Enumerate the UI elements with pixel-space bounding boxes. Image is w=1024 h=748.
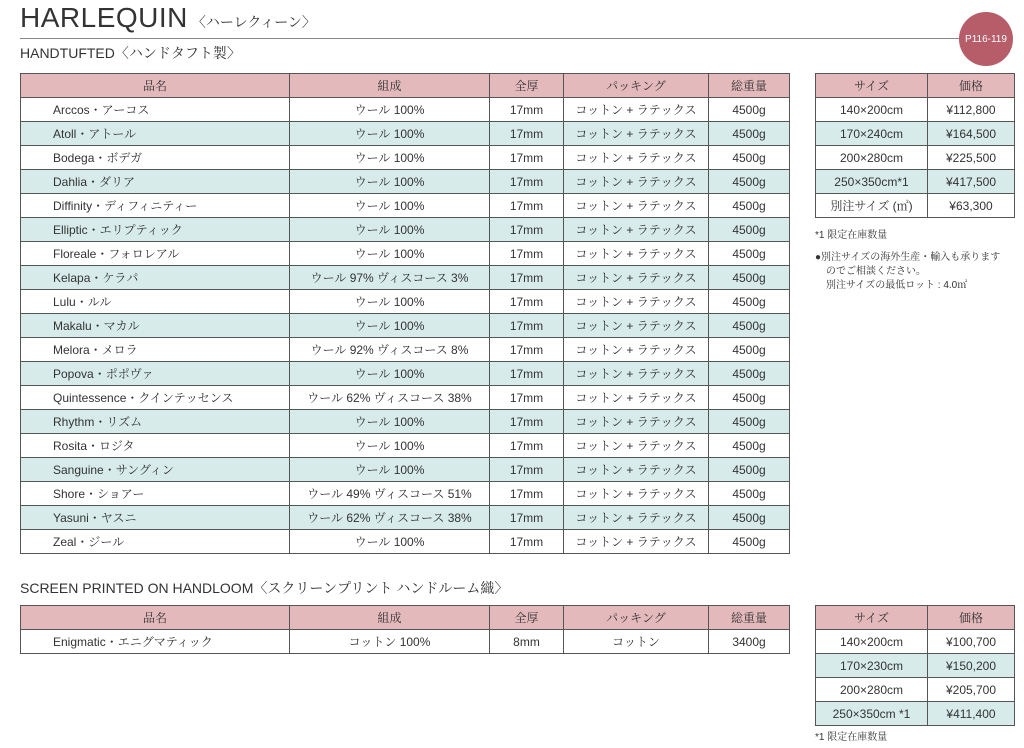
custom-size-note-line: 別注サイズの最低ロット : 4.0㎡ <box>826 280 968 291</box>
title-rule <box>20 38 985 39</box>
table-cell: Lulu・ルル <box>21 290 290 314</box>
table-row <box>21 146 790 170</box>
screen-printed-spec-table <box>20 605 790 654</box>
table-cell: コットン + ラテックス <box>564 386 709 410</box>
table-cell: 8mm <box>490 630 564 654</box>
table-cell: ウール 100% <box>290 170 490 194</box>
table-cell: コットン + ラテックス <box>564 218 709 242</box>
handtufted-price-table <box>815 73 1015 218</box>
table-cell: ウール 49% ヴィスコース 51% <box>290 482 490 506</box>
table-row <box>816 630 1015 654</box>
table-cell: 17mm <box>490 338 564 362</box>
table-cell: 4500g <box>709 482 790 506</box>
table-cell: コットン + ラテックス <box>564 98 709 122</box>
table-cell: 4500g <box>709 314 790 338</box>
table-row <box>21 458 790 482</box>
table-cell: ウール 100% <box>290 530 490 554</box>
table-cell: ¥112,800 <box>928 98 1015 122</box>
table-row <box>21 266 790 290</box>
table-cell: 170×230cm <box>816 654 928 678</box>
table-cell: 4500g <box>709 98 790 122</box>
table-cell: ¥225,500 <box>928 146 1015 170</box>
table-row <box>816 654 1015 678</box>
table-row <box>816 194 1015 218</box>
custom-size-note-line: ●別注サイズの海外生産・輸入も承ります <box>815 252 1001 263</box>
table-cell: 4500g <box>709 338 790 362</box>
table-cell: Atoll・アトール <box>21 122 290 146</box>
table-cell: ウール 62% ヴィスコース 38% <box>290 506 490 530</box>
table-row <box>21 506 790 530</box>
table-cell: 4500g <box>709 386 790 410</box>
column-header: 全厚 <box>490 606 564 630</box>
table-row <box>21 290 790 314</box>
table-cell: 4500g <box>709 266 790 290</box>
table-cell: コットン + ラテックス <box>564 194 709 218</box>
table-row <box>21 530 790 554</box>
table-cell: ウール 100% <box>290 146 490 170</box>
table-row <box>21 386 790 410</box>
table-cell: 17mm <box>490 362 564 386</box>
table-cell: 3400g <box>709 630 790 654</box>
table-cell: Bodega・ボデガ <box>21 146 290 170</box>
limited-stock-note: *1 限定在庫数量 <box>815 732 888 743</box>
table-cell: ¥205,700 <box>928 678 1015 702</box>
table-cell: 17mm <box>490 434 564 458</box>
column-header: 品名 <box>21 606 290 630</box>
table-cell: ¥164,500 <box>928 122 1015 146</box>
table-cell: コットン + ラテックス <box>564 242 709 266</box>
table-cell: 170×240cm <box>816 122 928 146</box>
column-header: サイズ <box>816 606 928 630</box>
table-cell: 200×280cm <box>816 678 928 702</box>
table-cell: Arccos・アーコス <box>21 98 290 122</box>
table-cell: コットン + ラテックス <box>564 434 709 458</box>
table-cell: コットン + ラテックス <box>564 266 709 290</box>
table-cell: 17mm <box>490 170 564 194</box>
table-cell: コットン 100% <box>290 630 490 654</box>
limited-stock-note: *1 限定在庫数量 <box>815 230 888 241</box>
table-cell: 17mm <box>490 194 564 218</box>
table-cell: コットン + ラテックス <box>564 170 709 194</box>
table-cell: 140×200cm <box>816 630 928 654</box>
table-cell: Elliptic・エリプティック <box>21 218 290 242</box>
table-cell: 17mm <box>490 146 564 170</box>
table-row <box>21 338 790 362</box>
table-row <box>21 242 790 266</box>
table-cell: ウール 100% <box>290 410 490 434</box>
table-cell: 17mm <box>490 458 564 482</box>
table-cell: コットン + ラテックス <box>564 146 709 170</box>
table-cell: 17mm <box>490 410 564 434</box>
brand-subtitle: 〈ハーレクィーン〉 <box>191 14 316 30</box>
table-cell: コットン + ラテックス <box>564 530 709 554</box>
table-cell: 4500g <box>709 506 790 530</box>
table-cell: 4500g <box>709 242 790 266</box>
table-cell: ウール 100% <box>290 434 490 458</box>
table-cell: 4500g <box>709 434 790 458</box>
table-cell: Zeal・ジール <box>21 530 290 554</box>
table-cell: Makalu・マカル <box>21 314 290 338</box>
table-cell: ウール 100% <box>290 122 490 146</box>
handtufted-spec-table <box>20 73 790 554</box>
table-row <box>21 218 790 242</box>
table-cell: 17mm <box>490 506 564 530</box>
column-header: サイズ <box>816 74 928 98</box>
table-cell: コットン + ラテックス <box>564 338 709 362</box>
table-cell: 200×280cm <box>816 146 928 170</box>
table-cell: 17mm <box>490 386 564 410</box>
table-cell: コットン + ラテックス <box>564 122 709 146</box>
table-cell: 4500g <box>709 290 790 314</box>
page-ref-badge: P116-119 <box>959 12 1013 66</box>
screen-printed-price-table <box>815 605 1015 726</box>
table-cell: Floreale・フォロレアル <box>21 242 290 266</box>
table-row <box>21 630 790 654</box>
table-cell: コットン + ラテックス <box>564 290 709 314</box>
table-cell: 17mm <box>490 266 564 290</box>
table-row <box>816 702 1015 726</box>
column-header: 組成 <box>290 606 490 630</box>
table-cell: 17mm <box>490 314 564 338</box>
table-cell: Enigmatic・エニグマティック <box>21 630 290 654</box>
table-cell: 17mm <box>490 122 564 146</box>
table-cell: ¥417,500 <box>928 170 1015 194</box>
table-row <box>21 194 790 218</box>
column-header: パッキング <box>564 606 709 630</box>
table-header-row <box>21 74 790 98</box>
custom-size-note-line: のでご相談ください。 <box>826 266 926 277</box>
table-cell: ¥100,700 <box>928 630 1015 654</box>
table-cell: コットン + ラテックス <box>564 506 709 530</box>
table-cell: Rhythm・リズム <box>21 410 290 434</box>
table-cell: 17mm <box>490 242 564 266</box>
table-row <box>816 170 1015 194</box>
table-cell: コットン <box>564 630 709 654</box>
table-cell: Shore・ショアー <box>21 482 290 506</box>
table-cell: Dahlia・ダリア <box>21 170 290 194</box>
table-cell: 4500g <box>709 218 790 242</box>
section-title-screen-printed: SCREEN PRINTED ON HANDLOOM〈スクリーンプリント ハンドルーム織〉 <box>20 580 509 596</box>
table-cell: ウール 100% <box>290 218 490 242</box>
table-cell: コットン + ラテックス <box>564 482 709 506</box>
column-header: 組成 <box>290 74 490 98</box>
table-cell: ¥411,400 <box>928 702 1015 726</box>
table-cell: 4500g <box>709 194 790 218</box>
table-cell: Kelapa・ケラパ <box>21 266 290 290</box>
table-cell: 4500g <box>709 362 790 386</box>
table-cell: 4500g <box>709 530 790 554</box>
table-cell: 4500g <box>709 170 790 194</box>
table-row <box>21 410 790 434</box>
table-cell: ウール 92% ヴィスコース 8% <box>290 338 490 362</box>
table-cell: ウール 100% <box>290 458 490 482</box>
table-cell: 4500g <box>709 458 790 482</box>
table-row <box>816 98 1015 122</box>
table-cell: 17mm <box>490 98 564 122</box>
table-row <box>816 146 1015 170</box>
page-title <box>20 2 316 34</box>
column-header: 価格 <box>928 74 1015 98</box>
table-cell: 別注サイズ (㎡) <box>816 194 928 218</box>
table-cell: 140×200cm <box>816 98 928 122</box>
table-cell: 4500g <box>709 146 790 170</box>
table-cell: 17mm <box>490 482 564 506</box>
table-header-row <box>816 74 1015 98</box>
table-cell: コットン + ラテックス <box>564 458 709 482</box>
brand-title: HARLEQUIN <box>20 2 188 33</box>
table-cell: ウール 100% <box>290 242 490 266</box>
table-cell: Diffinity・ディフィニティー <box>21 194 290 218</box>
table-cell: 250×350cm *1 <box>816 702 928 726</box>
column-header: 全厚 <box>490 74 564 98</box>
custom-size-note <box>815 251 1000 293</box>
table-cell: 17mm <box>490 290 564 314</box>
table-cell: 17mm <box>490 218 564 242</box>
table-cell: Sanguine・サングィン <box>21 458 290 482</box>
column-header: 総重量 <box>709 74 790 98</box>
column-header: パッキング <box>564 74 709 98</box>
column-header: 品名 <box>21 74 290 98</box>
table-row <box>21 314 790 338</box>
table-row <box>816 678 1015 702</box>
table-cell: 250×350cm*1 <box>816 170 928 194</box>
table-cell: ¥150,200 <box>928 654 1015 678</box>
table-cell: ウール 100% <box>290 98 490 122</box>
table-row <box>21 362 790 386</box>
table-cell: Melora・メロラ <box>21 338 290 362</box>
table-row <box>21 434 790 458</box>
table-header-row <box>21 606 790 630</box>
table-cell: ウール 100% <box>290 194 490 218</box>
table-cell: ウール 62% ヴィスコース 38% <box>290 386 490 410</box>
column-header: 総重量 <box>709 606 790 630</box>
table-cell: ¥63,300 <box>928 194 1015 218</box>
table-cell: Popova・ポポヴァ <box>21 362 290 386</box>
table-cell: Yasuni・ヤスニ <box>21 506 290 530</box>
table-cell: コットン + ラテックス <box>564 362 709 386</box>
table-row <box>21 482 790 506</box>
table-row <box>21 98 790 122</box>
table-row <box>816 122 1015 146</box>
table-cell: ウール 100% <box>290 314 490 338</box>
table-cell: コットン + ラテックス <box>564 314 709 338</box>
column-header: 価格 <box>928 606 1015 630</box>
table-cell: Quintessence・クインテッセンス <box>21 386 290 410</box>
table-cell: コットン + ラテックス <box>564 410 709 434</box>
table-cell: ウール 100% <box>290 290 490 314</box>
table-row <box>21 170 790 194</box>
section-title-handtufted: HANDTUFTED〈ハンドタフト製〉 <box>20 45 241 61</box>
table-cell: ウール 97% ヴィスコース 3% <box>290 266 490 290</box>
table-cell: 4500g <box>709 122 790 146</box>
table-cell: Rosita・ロジタ <box>21 434 290 458</box>
table-cell: 17mm <box>490 530 564 554</box>
table-header-row <box>816 606 1015 630</box>
table-row <box>21 122 790 146</box>
table-cell: ウール 100% <box>290 362 490 386</box>
table-cell: 4500g <box>709 410 790 434</box>
